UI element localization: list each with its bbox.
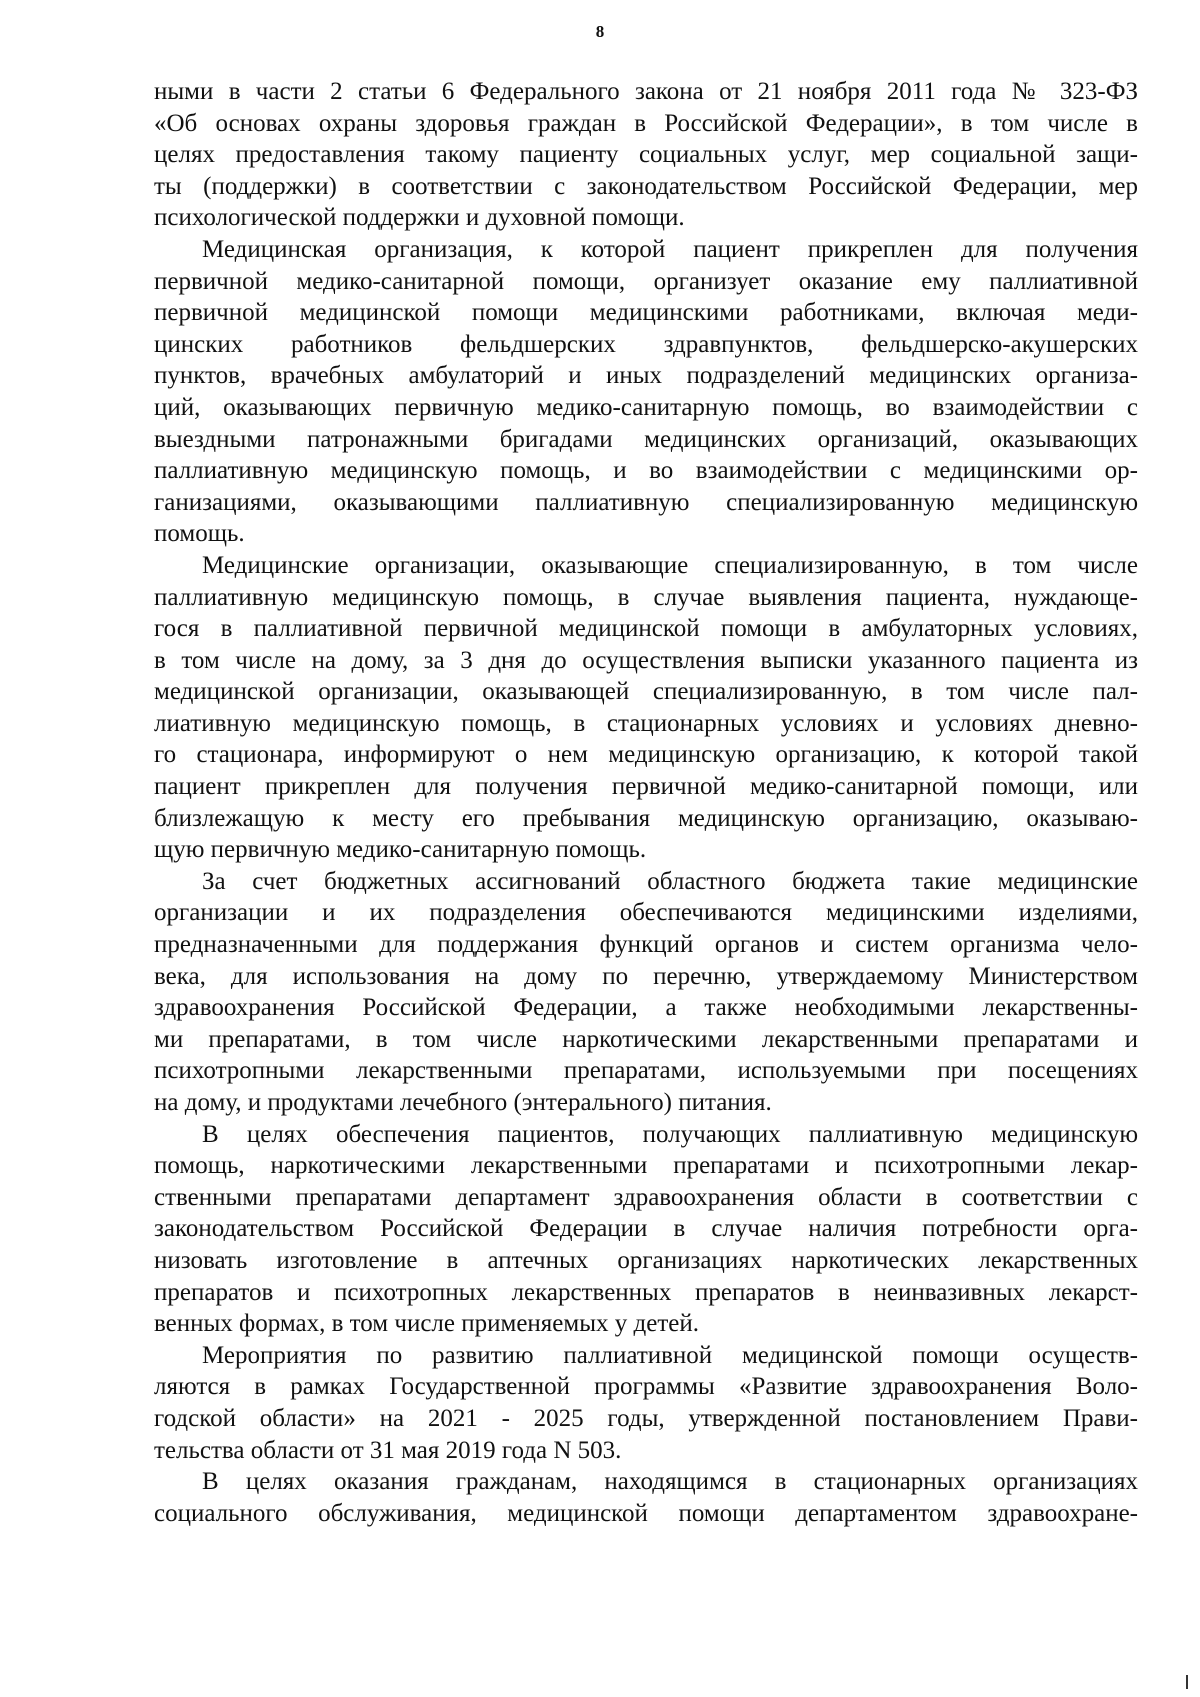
text-line: социального обслуживания, медицинской помощи департаментом здравоохране- xyxy=(154,1499,1138,1527)
text-line: щую первичную медико-санитарную помощь. xyxy=(154,836,647,864)
text-line: в том числе на дому, за 3 дня до осуществления выписки указанного пациента из xyxy=(154,646,1138,674)
text-line: В целях оказания гражданам, находящимся в стационарных организациях xyxy=(202,1468,1138,1496)
text-line: Медицинские организации, оказывающие специализированную, в том числе xyxy=(202,551,1138,579)
text-line: помощь. xyxy=(154,520,245,548)
text-line: гося в паллиативной первичной медицинской помощи в амбулаторных условиях, xyxy=(154,615,1138,643)
text-line: лиативную медицинскую помощь, в стационарных условиях и условиях дневно- xyxy=(154,709,1138,737)
text-line: медицинской организации, оказывающей специализированную, в том числе пал- xyxy=(154,678,1138,706)
text-line: предназначенными для поддержания функций органов и систем организма чело- xyxy=(154,931,1138,959)
text-line: века, для использования на дому по перечню, утверждаемому Министерством xyxy=(154,962,1138,990)
text-line: первичной медицинской помощи медицинскими работниками, включая меди- xyxy=(154,299,1138,327)
page-number: 8 xyxy=(595,22,605,41)
text-line: цинских работников фельдшерских здравпунктов, фельдшерско-акушерских xyxy=(154,330,1138,358)
text-line: выездными патронажными бригадами медицинских организаций, оказывающих xyxy=(154,425,1138,453)
text-line: ляются в рамках Государственной программы «Развитие здравоохранения Воло- xyxy=(154,1373,1138,1401)
text-line: психотропными лекарственными препаратами, используемыми при посещениях xyxy=(154,1057,1138,1085)
text-line: препаратов и психотропных лекарственных препаратов в неинвазивных лекарст- xyxy=(154,1278,1138,1306)
text-line: низовать изготовление в аптечных организациях наркотических лекарственных xyxy=(154,1246,1138,1274)
text-line: психологической поддержки и духовной помощи. xyxy=(154,204,685,232)
text-line: паллиативную медицинскую помощь, в случае выявления пациента, нуждающе- xyxy=(154,583,1138,611)
text-line: Мероприятия по развитию паллиативной медицинской помощи осуществ- xyxy=(202,1341,1138,1369)
text-line: паллиативную медицинскую помощь, и во взаимодействии с медицинскими ор- xyxy=(154,457,1138,485)
text-line: организации и их подразделения обеспечиваются медицинскими изделиями, xyxy=(154,899,1138,927)
text-line: целях предоставления такому пациенту социальных услуг, мер социальной защи- xyxy=(154,141,1138,169)
text-line: За счет бюджетных ассигнований областного бюджета такие медицинские xyxy=(202,867,1138,895)
text-line: ными в части 2 статьи 6 Федерального закона от 21 ноября 2011 года № 323-ФЗ xyxy=(154,78,1138,105)
text-line: ми препаратами, в том числе наркотическими лекарственными препаратами и xyxy=(154,1025,1138,1053)
text-line: законодательством Российской Федерации в случае наличия потребности орга- xyxy=(154,1215,1138,1243)
text-line: здравоохранения Российской Федерации, а также необходимыми лекарственны- xyxy=(154,994,1138,1022)
text-line: на дому, и продуктами лечебного (энтерального) питания. xyxy=(154,1089,772,1116)
text-line: Медицинская организация, к которой пациент прикреплен для получения xyxy=(202,235,1138,263)
text-line: помощь, наркотическими лекарственными препаратами и психотропными лекар- xyxy=(154,1152,1138,1180)
text-line: годской области» на 2021 - 2025 годы, утвержденной постановлением Прави- xyxy=(154,1404,1138,1432)
scan-edge-mark xyxy=(1186,1675,1188,1689)
text-line: «Об основах охраны здоровья граждан в Российской Федерации», в том числе в xyxy=(154,109,1138,137)
text-line: пациент прикреплен для получения первичной медико-санитарной помощи, или xyxy=(154,773,1138,801)
text-line: ственными препаратами департамент здравоохранения области в соответствии с xyxy=(154,1183,1138,1211)
text-line: близлежащую к месту его пребывания медицинскую организацию, оказываю- xyxy=(154,804,1138,832)
text-line: венных формах, в том числе применяемых у детей. xyxy=(154,1310,699,1338)
text-line: ты (поддержки) в соответствии с законодательством Российской Федерации, мер xyxy=(154,172,1138,200)
text-line: го стационара, информируют о нем медицинскую организацию, к которой такой xyxy=(154,741,1138,769)
document-body xyxy=(154,76,1138,1529)
text-line: тельства области от 31 мая 2019 года N 503. xyxy=(154,1436,622,1464)
text-line: пунктов, врачебных амбулаторий и иных подразделений медицинских организа- xyxy=(154,362,1138,390)
text-line: ганизациями, оказывающими паллиативную специализированную медицинскую xyxy=(154,488,1138,516)
text-line: первичной медико-санитарной помощи, организует оказание ему паллиативной xyxy=(154,267,1138,295)
text-line: ций, оказывающих первичную медико-санитарную помощь, во взаимодействии с xyxy=(154,393,1138,421)
text-line: В целях обеспечения пациентов, получающих паллиативную медицинскую xyxy=(202,1120,1138,1148)
